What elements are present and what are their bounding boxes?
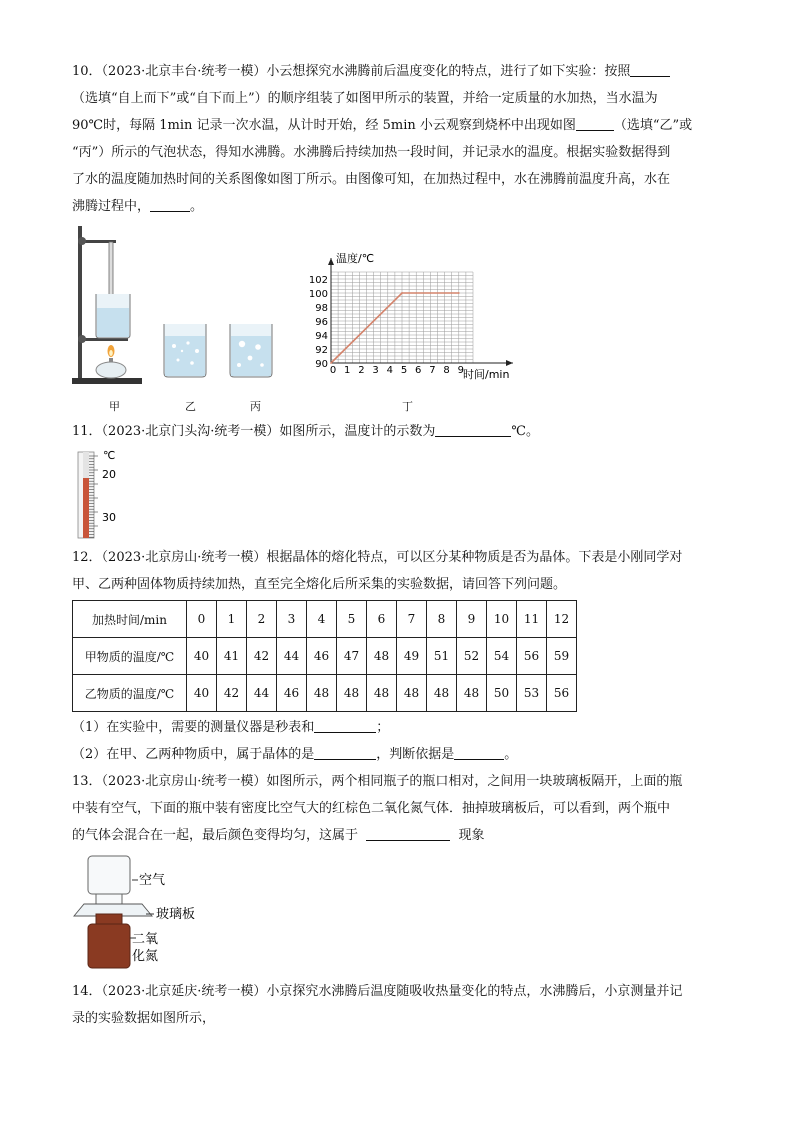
answer-blank[interactable] [150, 197, 190, 212]
air-bottle [88, 856, 130, 904]
caption-yi: 乙 [185, 400, 196, 413]
answer-blank[interactable] [630, 62, 670, 77]
table-row: 甲物质的温度/℃ 40 41 42 44 46 47 48 49 51 52 54 56 59 [73, 638, 577, 675]
y-tick-label: 98 [315, 303, 328, 314]
x-axis-label: 时间/min [463, 368, 510, 381]
x-tick-label: 0 [329, 365, 337, 376]
x-tick-label: 2 [358, 365, 365, 376]
x-tick-label: 3 [372, 365, 379, 376]
y-tick-label: 96 [315, 317, 328, 328]
question-13: 13．（2023·北京房山·统考一模）如图所示，两个相同瓶子的瓶口相对，之间用一块玻璃板隔开，上面的瓶 中装有空气，下面的瓶中装有密度比空气大的红棕色二氧化氮气体．抽掉玻璃板后，可以看到，两个瓶中 的气体会混合在一起，最后颜色变得均匀，这属于 现象 [72, 774, 683, 843]
label-air: 空气 [139, 873, 166, 888]
x-tick-label: 7 [429, 365, 436, 376]
caption-jia: 甲 [109, 400, 120, 413]
x-tick-label: 9 [457, 365, 464, 376]
answer-blank[interactable] [576, 116, 614, 131]
table-row: 乙物质的温度/℃ 40 42 44 46 48 48 48 48 48 48 50 53 56 [73, 675, 577, 712]
answer-blank[interactable] [314, 718, 376, 733]
y-axis-arrow [328, 258, 334, 265]
y-axis-label: 温度/℃ [336, 252, 375, 265]
question-12-subparts: （1）在实验中，需要的测量仪器是秒表和 ； （2）在甲、乙两种物质中，属于晶体的是 ，判断依据是 。 [72, 720, 518, 762]
beaker-jia [96, 294, 130, 338]
apparatus-figure [70, 222, 280, 390]
x-tick-label: 8 [443, 365, 450, 376]
burner [96, 345, 126, 378]
question-12: 12．（2023·北京房山·统考一模）根据晶体的熔化特点，可以区分某种物质是否为晶体。下表是小刚同学对 甲、乙两种固体物质持续加热，直至完全熔化后所采集的实验数据，请回答下列问题。 [72, 550, 683, 592]
x-tick-label: 6 [415, 365, 422, 376]
caption-bing: 丙 [250, 400, 261, 413]
label-no2-line2: 化氮 [132, 949, 159, 964]
y-tick-label: 90 [315, 359, 328, 370]
beaker-yi [164, 324, 206, 377]
liquid-column [83, 478, 89, 538]
x-tick-label: 1 [344, 365, 351, 376]
x-tick-label: 5 [400, 365, 408, 376]
question-10: 10．（2023·北京丰台·统考一模）小云想探究水沸腾前后温度变化的特点，进行了如下实验：按照 （选填“自上而下”或“自下而上”）的顺序组装了如图甲所示的装置，并给一定质量的水加热，当水温为 90℃时，每隔 1min 记录一次水温，从计时开始，经 5min 小云观察到烧杯中出现如图 （选填“乙”或 “丙”）所示的气泡状态，得知水沸腾。水沸腾后持续加热一段时间，并记录水的温度。根据实验数据得到 了水的温度随加热时间的关系图像如图丁所示。由图像可知，在加热过程中，水在沸腾前温度升高，水在 沸腾过程中， 。 [72, 64, 693, 214]
answer-blank[interactable] [366, 826, 450, 841]
thermo-unit: ℃ [103, 449, 116, 462]
x-tick-label: 4 [386, 365, 393, 376]
question-11: 11．（2023·北京门头沟·统考一模）如图所示，温度计的示数为 ℃。 [72, 424, 539, 439]
caption-ding: 丁 [402, 400, 413, 413]
question-14: 14．（2023·北京延庆·统考一模）小京探究水沸腾后温度随吸收热量变化的特点，水沸腾后，小京测量并记 录的实验数据如图所示， [72, 984, 683, 1026]
label-glass-plate: 玻璃板 [156, 907, 196, 922]
x-axis-arrow [506, 360, 513, 366]
data-point [458, 292, 460, 294]
thermometer-figure [72, 448, 132, 540]
y-tick-label: 92 [315, 345, 328, 356]
thermo-label-20: 20 [102, 468, 116, 481]
y-tick-label: 102 [308, 275, 328, 286]
answer-blank[interactable] [454, 745, 504, 760]
y-tick-label: 100 [308, 289, 328, 300]
beaker-bing [230, 324, 272, 377]
chart-grid [331, 272, 473, 363]
table-row: 加热时间/min 0 1 2 3 4 5 6 7 8 9 10 11 12 [73, 601, 577, 638]
thermo-label-30: 30 [102, 511, 116, 524]
data-point [401, 292, 403, 294]
temperature-chart [300, 245, 530, 385]
answer-blank[interactable] [435, 422, 511, 437]
nitrogen-dioxide-bottle [88, 914, 130, 968]
data-table [72, 600, 577, 712]
label-no2-line1: 二氧 [132, 932, 159, 947]
data-point [330, 362, 332, 364]
answer-blank[interactable] [314, 745, 376, 760]
y-tick-label: 94 [315, 331, 328, 342]
bottles-figure [72, 852, 212, 970]
